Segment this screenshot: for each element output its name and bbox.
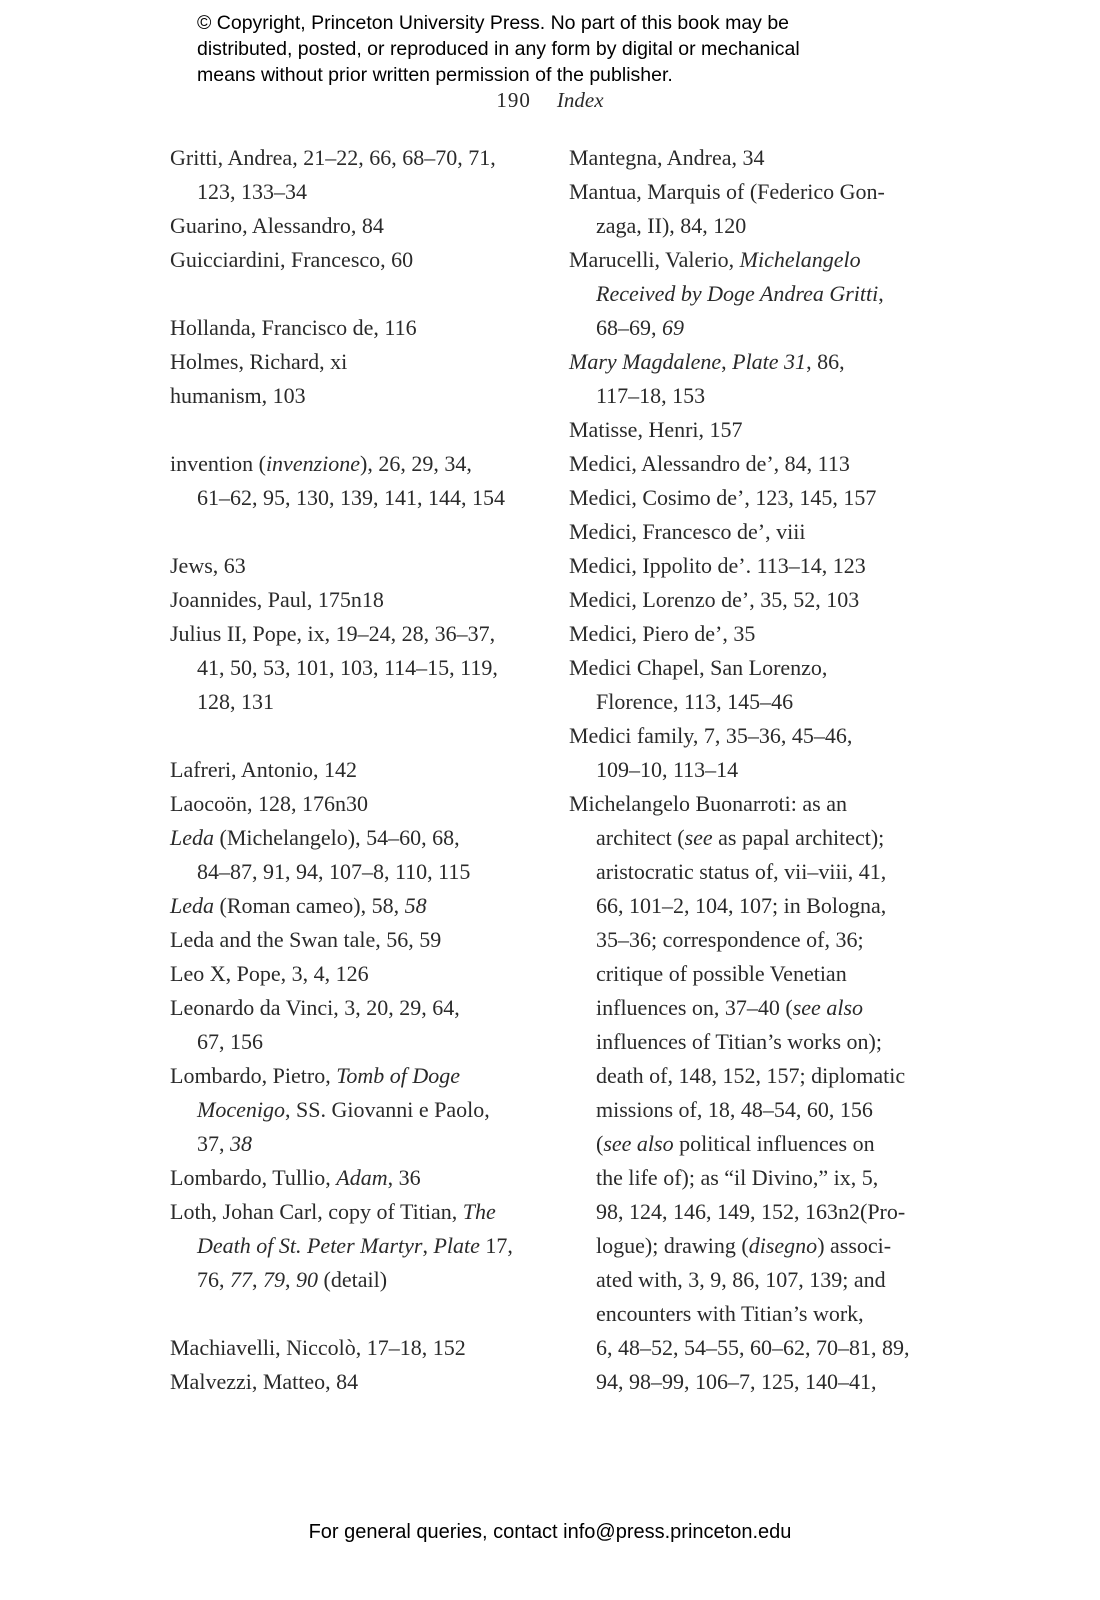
index-line-continuation [170, 1025, 575, 1059]
index-text: humanism, 103 [170, 383, 306, 408]
index-text: , [422, 1233, 434, 1258]
index-entry-line [569, 345, 974, 379]
index-text-italic: 90 [296, 1267, 318, 1292]
index-entry-line [170, 345, 575, 379]
index-text: 66, 101–2, 104, 107; in Bologna, [596, 893, 887, 918]
index-text: 61–62, 95, 130, 139, 141, 144, 154 [197, 485, 505, 510]
copyright-line: means without prior written permission of the publisher. [197, 64, 673, 86]
index-entry-line [569, 787, 974, 821]
index-group-spacer [170, 515, 575, 549]
index-text: Medici family, 7, 35–36, 45–46, [569, 723, 853, 748]
index-text: death of, 148, 152, 157; diplomatic [596, 1063, 906, 1088]
index-text: 98, 124, 146, 149, 152, 163n2(Pro- [596, 1199, 906, 1224]
index-text: 6, 48–52, 54–55, 60–62, 70–81, 89, [596, 1335, 910, 1360]
index-group-spacer [170, 413, 575, 447]
index-entry-line [569, 413, 974, 447]
index-text: aristocratic status of, vii–viii, 41, [596, 859, 887, 884]
index-text: Guarino, Alessandro, 84 [170, 213, 384, 238]
index-line-continuation [569, 1025, 974, 1059]
index-text: 35–36; correspondence of, 36; [596, 927, 864, 952]
index-text: influences of Titian’s works on); [596, 1029, 882, 1054]
index-group-spacer [170, 719, 575, 753]
index-entry-line [569, 651, 974, 685]
index-text-italic: Mocenigo [197, 1097, 285, 1122]
index-text: Lafreri, Antonio, 142 [170, 757, 357, 782]
index-text-italic: Received by Doge Andrea Gritti [596, 281, 879, 306]
index-text: 84–87, 91, 94, 107–8, 110, 115 [197, 859, 471, 884]
index-line-continuation [170, 1263, 575, 1297]
index-text: 41, 50, 53, 101, 103, 114–15, 119, [197, 655, 498, 680]
index-entry-line [569, 549, 974, 583]
copyright-line: distributed, posted, or reproduced in any form by digital or mechanical [197, 38, 800, 60]
index-text-italic: 38 [230, 1131, 252, 1156]
index-text: ated with, 3, 9, 86, 107, 139; and [596, 1267, 886, 1292]
index-text: Gritti, Andrea, 21–22, 66, 68–70, 71, [170, 145, 496, 170]
index-text: critique of possible Venetian [596, 961, 847, 986]
index-text: Leda and the Swan tale, 56, 59 [170, 927, 442, 952]
index-entry-line [569, 481, 974, 515]
index-line-continuation [569, 209, 974, 243]
index-entry-line [170, 549, 575, 583]
index-line-continuation [569, 1059, 974, 1093]
index-entry-line [170, 617, 575, 651]
index-text: the life of); as “il Divino,” ix, 5, [596, 1165, 879, 1190]
index-text: Medici Chapel, San Lorenzo, [569, 655, 828, 680]
index-entry-line [170, 957, 575, 991]
index-text: Leonardo da Vinci, 3, 20, 29, 64, [170, 995, 460, 1020]
index-column-right [569, 141, 974, 1399]
index-text: Joannides, Paul, 175n18 [170, 587, 384, 612]
footer-contact: For general queries, contact info@press.princeton.edu [308, 1521, 792, 1543]
index-text: Medici, Lorenzo de’, 35, 52, 103 [569, 587, 860, 612]
index-text: as papal architect); [712, 825, 885, 850]
index-text: Mantua, Marquis of (Federico Gon- [569, 179, 885, 204]
index-group-spacer [170, 1297, 575, 1331]
index-entry-line [569, 583, 974, 617]
index-line-continuation [569, 1195, 974, 1229]
index-text: 94, 98–99, 106–7, 125, 140–41, [596, 1369, 877, 1394]
index-line-continuation [170, 481, 575, 515]
index-text: , [285, 1267, 296, 1292]
index-entry-line [170, 1059, 575, 1093]
index-line-continuation [569, 923, 974, 957]
index-text: Laocoön, 128, 176n30 [170, 791, 368, 816]
index-text: ), 26, 29, 34, [360, 451, 472, 476]
index-text: Malvezzi, Matteo, 84 [170, 1369, 359, 1394]
index-entry-line [170, 379, 575, 413]
copyright-line: © Copyright, Princeton University Press. No part of this book may be [197, 12, 790, 34]
index-entry-line [170, 753, 575, 787]
index-line-continuation [569, 1297, 974, 1331]
copyright-notice [197, 10, 800, 88]
index-entry-line [170, 1195, 575, 1229]
index-entry-line [170, 991, 575, 1025]
index-text: 17, [479, 1233, 513, 1258]
index-text: Holmes, Richard, xi [170, 349, 348, 374]
index-text: Loth, Johan Carl, copy of Titian, [170, 1199, 463, 1224]
index-entry-line [569, 617, 974, 651]
index-text-italic: Death of St. Peter Martyr [197, 1233, 423, 1258]
index-line-continuation [569, 311, 974, 345]
index-entry-line [569, 141, 974, 175]
index-entry-line [170, 243, 575, 277]
index-text-italic: Plate 31 [732, 349, 807, 374]
index-text: Michelangelo Buonarroti: as an [569, 791, 847, 816]
index-text: , [721, 349, 733, 374]
index-text-italic: Adam [336, 1165, 388, 1190]
index-entry-line [170, 889, 575, 923]
index-line-continuation [569, 1331, 974, 1365]
index-group-spacer [170, 277, 575, 311]
index-text-italic: Mary Magdalene [569, 349, 722, 374]
index-text-italic: disegno [748, 1233, 818, 1258]
index-text-italic: 77 [230, 1267, 252, 1292]
index-text: Marucelli, Valerio, [569, 247, 740, 272]
index-text: logue); drawing ( [596, 1233, 749, 1258]
index-text: 37, [197, 1131, 230, 1156]
index-text-italic: invenzione [265, 451, 361, 476]
index-line-continuation [569, 753, 974, 787]
index-entry-line [170, 821, 575, 855]
index-line-continuation [170, 1229, 575, 1263]
index-text-italic: Leda [170, 825, 214, 850]
index-text-italic: 58 [404, 893, 427, 918]
index-line-continuation [569, 1093, 974, 1127]
index-text: Medici, Francesco de’, viii [569, 519, 806, 544]
index-text-italic: 69 [662, 315, 684, 340]
index-line-continuation [170, 1127, 575, 1161]
index-text: zaga, II), 84, 120 [596, 213, 747, 238]
index-entry-line [569, 243, 974, 277]
index-text: Lombardo, Tullio, [170, 1165, 337, 1190]
index-line-continuation [569, 1229, 974, 1263]
index-text-italic: Leda [170, 893, 214, 918]
index-text: Mantegna, Andrea, 34 [569, 145, 765, 170]
index-column-left [170, 141, 575, 1399]
index-text: Hollanda, Francisco de, 116 [170, 315, 417, 340]
index-entry-line [170, 923, 575, 957]
index-text-italic: Plate [433, 1233, 480, 1258]
index-entry-line [170, 1331, 575, 1365]
index-line-continuation [170, 855, 575, 889]
index-text: Medici, Ippolito de’. 113–14, 123 [569, 553, 866, 578]
index-text: Machiavelli, Niccolò, 17–18, 152 [170, 1335, 466, 1360]
index-text: (Michelangelo), 54–60, 68, [214, 825, 460, 850]
index-text-italic: see also [792, 995, 863, 1020]
index-text: , [252, 1267, 263, 1292]
page-number: 190 [496, 88, 531, 112]
index-text: 109–10, 113–14 [596, 757, 739, 782]
index-entry-line [569, 447, 974, 481]
index-text: 123, 133–34 [197, 179, 307, 204]
index-line-continuation [569, 1127, 974, 1161]
index-text: Julius II, Pope, ix, 19–24, 28, 36–37, [170, 621, 496, 646]
index-entry-line [170, 141, 575, 175]
index-text: , 86, [806, 349, 845, 374]
index-text: (detail) [318, 1267, 388, 1292]
index-entry-line [170, 1365, 575, 1399]
index-text: 117–18, 153 [596, 383, 706, 408]
index-entry-line [569, 515, 974, 549]
index-text: 128, 131 [197, 689, 274, 714]
index-line-continuation [569, 1263, 974, 1297]
index-text: , 36 [387, 1165, 421, 1190]
index-text: 67, 156 [197, 1029, 263, 1054]
index-text: Medici, Piero de’, 35 [569, 621, 756, 646]
index-line-continuation [170, 175, 575, 209]
index-text-italic: see also [603, 1131, 674, 1156]
index-entry-line [170, 787, 575, 821]
index-text: Leo X, Pope, 3, 4, 126 [170, 961, 369, 986]
index-entry-line [569, 175, 974, 209]
index-entry-line [170, 209, 575, 243]
index-line-continuation [170, 1093, 575, 1127]
index-text: Guicciardini, Francesco, 60 [170, 247, 414, 272]
index-text-italic: see [684, 825, 713, 850]
page-header [0, 88, 1100, 113]
index-text-italic: Tomb of Doge [336, 1063, 461, 1088]
index-line-continuation [569, 379, 974, 413]
index-text: Jews, 63 [170, 553, 246, 578]
index-line-continuation [170, 685, 575, 719]
index-text: Lombardo, Pietro, [170, 1063, 337, 1088]
index-text-italic: Michelangelo [739, 247, 861, 272]
index-text: Matisse, Henri, 157 [569, 417, 743, 442]
index-line-continuation [569, 991, 974, 1025]
index-text: missions of, 18, 48–54, 60, 156 [596, 1097, 873, 1122]
index-text: ( [596, 1131, 604, 1156]
index-text: architect ( [596, 825, 685, 850]
index-text: encounters with Titian’s work, [596, 1301, 864, 1326]
index-line-continuation [569, 685, 974, 719]
index-text: , SS. Giovanni e Paolo, [284, 1097, 490, 1122]
index-entry-line [170, 311, 575, 345]
index-text: Medici, Cosimo de’, 123, 145, 157 [569, 485, 877, 510]
index-line-continuation [569, 1161, 974, 1195]
index-text: (Roman cameo), 58, [214, 893, 405, 918]
index-text: Medici, Alessandro de’, 84, 113 [569, 451, 850, 476]
index-entry-line [170, 447, 575, 481]
index-line-continuation [569, 277, 974, 311]
index-line-continuation [569, 957, 974, 991]
index-line-continuation [569, 889, 974, 923]
index-text: invention ( [170, 451, 266, 476]
index-line-continuation [170, 651, 575, 685]
index-entry-line [170, 583, 575, 617]
index-text: Florence, 113, 145–46 [596, 689, 794, 714]
index-line-continuation [569, 821, 974, 855]
section-title: Index [556, 88, 604, 112]
index-text: ) associ- [817, 1233, 892, 1258]
index-line-continuation [569, 855, 974, 889]
index-text: 68–69, [596, 315, 662, 340]
index-text: political influences on [673, 1131, 875, 1156]
index-entry-line [569, 719, 974, 753]
index-text-italic: The [462, 1199, 496, 1224]
index-line-continuation [569, 1365, 974, 1399]
index-text: 76, [197, 1267, 230, 1292]
index-entry-line [170, 1161, 575, 1195]
index-text: influences on, 37–40 ( [596, 995, 793, 1020]
index-text-italic: 79 [263, 1267, 285, 1292]
index-text: , [878, 281, 884, 306]
